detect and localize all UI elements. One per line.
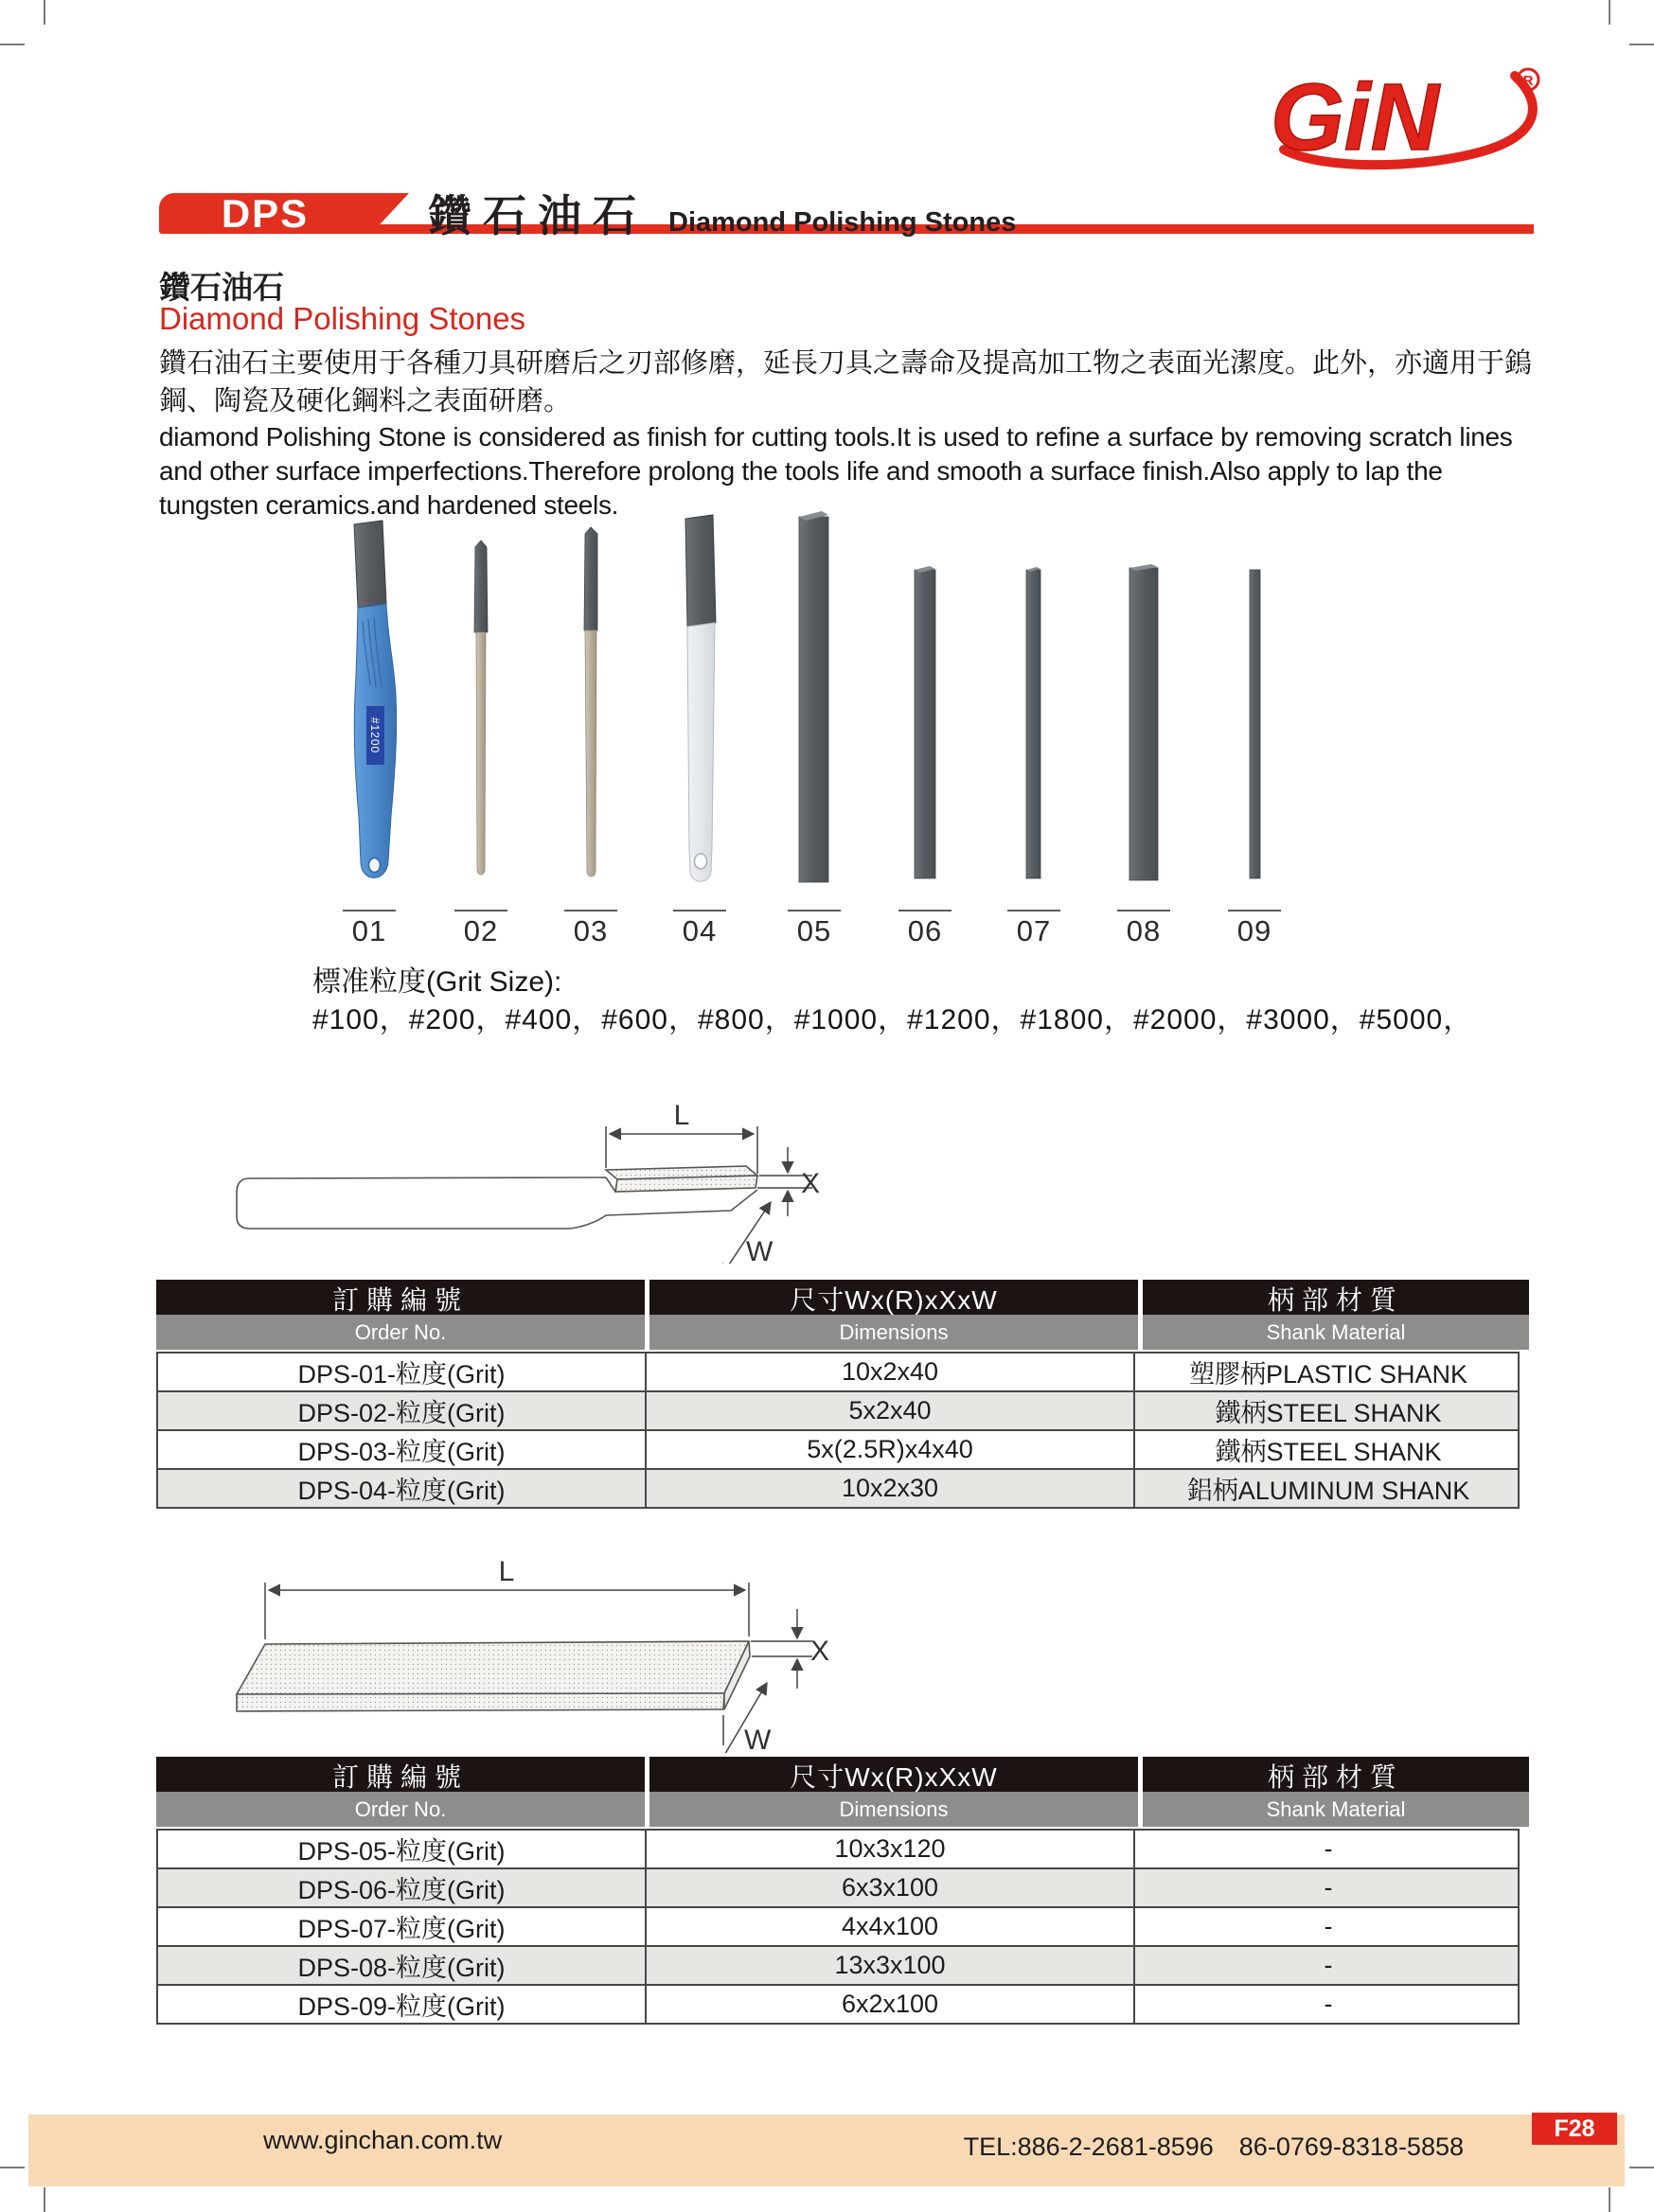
description-en: diamond Polishing Stone is considered as finish for cutting tools.It is used to refine a surface by removing scratch lines and other surface imperfections.Therefore prolong the tools life and smooth a surface finish.Also apply to lap the tungsten ceramics.and hardened steels. xyxy=(159,422,1513,520)
product-08-stone-bar xyxy=(1129,564,1158,880)
diagram1-width-label: W xyxy=(746,1236,774,1264)
table1-header-en xyxy=(156,1315,1520,1350)
intro-title-en: Diamond Polishing Stones xyxy=(159,301,526,336)
product-02-steel-shank-stone xyxy=(474,540,488,875)
table2-header-zh xyxy=(156,1757,1520,1792)
dimensions: 5x(2.5R)x4x40 xyxy=(647,1431,1135,1468)
dimensions: 6x2x100 xyxy=(647,1986,1135,2023)
shank-material: - xyxy=(1324,1834,1333,1863)
product-05-stone-bar xyxy=(799,511,828,882)
footer-website: www.ginchan.com.tw xyxy=(263,2126,503,2154)
grit-size-values: #100，#200，#400，#600，#800，#1000，#1200，#1800，#2000，#3000，#5000， xyxy=(312,1004,1473,1035)
table2-header-dim-en: Dimensions xyxy=(649,1792,1138,1827)
product-label-07: 07 xyxy=(1016,914,1052,947)
diagram2-length-label: L xyxy=(498,1556,515,1587)
diagram2-thickness-label: X xyxy=(810,1636,830,1667)
shank-material: - xyxy=(1324,1990,1333,2018)
table-row xyxy=(158,1908,1518,1947)
table-row xyxy=(158,1831,1518,1869)
dimensions: 5x2x40 xyxy=(647,1392,1135,1429)
table-row xyxy=(158,1392,1518,1431)
order-table-handle-stones xyxy=(156,1280,1520,1509)
crop-mark-bottom-left-h xyxy=(0,2167,25,2168)
header-title-zh: 鑽石油石 xyxy=(428,191,648,240)
dps-tab-slope xyxy=(371,193,409,234)
table1-header-zh xyxy=(156,1280,1520,1315)
order-no: DPS-09-粒度(Grit) xyxy=(158,1986,647,2023)
dimension-diagram-flat-stone xyxy=(218,1554,880,1753)
table1-header-dim-en: Dimensions xyxy=(649,1315,1138,1350)
shank-material: 鐵柄STEEL SHANK xyxy=(1215,1399,1442,1427)
dimension-diagram-handle-stone xyxy=(227,1098,890,1264)
table2-header-order-en: Order No. xyxy=(156,1792,645,1827)
header-titles xyxy=(428,182,1016,244)
product-label-02: 02 xyxy=(463,914,499,947)
dimensions: 13x3x100 xyxy=(647,1947,1135,1984)
table2-header-shank-en: Shank Material xyxy=(1143,1792,1529,1827)
crop-mark-bottom-right-v xyxy=(1609,2187,1610,2212)
dimensions: 10x2x40 xyxy=(647,1354,1135,1390)
product-label-01: 01 xyxy=(351,914,387,947)
dps-tab-label: DPS xyxy=(221,190,310,236)
footer-phone: TEL:886-2-2681-8596 86-0769-8318-5858 xyxy=(963,2132,1464,2161)
shank-material: 鋁柄ALUMINUM SHANK xyxy=(1186,1477,1470,1505)
table2-header-en xyxy=(156,1792,1520,1827)
product-09-stone-bar xyxy=(1250,570,1260,878)
table2-body xyxy=(156,1829,1520,2025)
crop-mark-bottom-right-h xyxy=(1629,2167,1654,2168)
order-no: DPS-01-粒度(Grit) xyxy=(158,1354,647,1390)
product-label-03: 03 xyxy=(573,914,609,947)
product-label-09: 09 xyxy=(1236,914,1272,947)
order-no: DPS-03-粒度(Grit) xyxy=(158,1431,647,1468)
table-row xyxy=(158,1869,1518,1908)
table1-header-dim-zh: 尺寸Wx(R)xXxW xyxy=(649,1280,1138,1318)
table1-header-shank-en: Shank Material xyxy=(1143,1315,1529,1350)
table-row xyxy=(158,1354,1518,1392)
diagram1-length-label: L xyxy=(673,1100,690,1131)
dimensions: 4x4x100 xyxy=(647,1908,1135,1945)
grit-size-label: 標准粒度(Grit Size): xyxy=(312,966,562,998)
product-lineup-figure xyxy=(312,509,1316,947)
table1-header-order-zh: 訂購編號 xyxy=(156,1280,645,1318)
shank-material: - xyxy=(1324,1873,1333,1902)
crop-mark-top-right-v xyxy=(1609,0,1610,25)
dps-tab xyxy=(159,190,371,236)
shank-material: - xyxy=(1324,1951,1333,1979)
product-label-04: 04 xyxy=(682,914,718,947)
order-no: DPS-06-粒度(Grit) xyxy=(158,1869,647,1906)
table2-header-order-zh: 訂購編號 xyxy=(156,1757,645,1795)
diagram2-width-label: W xyxy=(744,1725,772,1753)
table1-header-order-en: Order No. xyxy=(156,1315,645,1350)
table2-header-shank-zh: 柄部材質 xyxy=(1143,1757,1529,1795)
page-number-badge: F28 xyxy=(1532,2113,1617,2145)
shank-material: 塑膠柄PLASTIC SHANK xyxy=(1188,1360,1468,1389)
table-row xyxy=(158,1431,1518,1470)
gin-logo xyxy=(1259,55,1553,183)
product-label-05: 05 xyxy=(796,914,832,947)
intro-title-zh: 鑽石油石 xyxy=(159,270,284,305)
product-07-stone-bar xyxy=(1026,567,1040,878)
order-no: DPS-04-粒度(Grit) xyxy=(158,1470,647,1507)
shank-material: - xyxy=(1324,1912,1333,1940)
dimensions: 10x3x120 xyxy=(647,1831,1135,1867)
shank-material: 鐵柄STEEL SHANK xyxy=(1215,1438,1442,1466)
order-no: DPS-02-粒度(Grit) xyxy=(158,1392,647,1429)
table1-header-shank-zh: 柄部材質 xyxy=(1143,1280,1529,1318)
table-row xyxy=(158,1470,1518,1507)
header-title-en: Diamond Polishing Stones xyxy=(668,207,1017,238)
order-no: DPS-07-粒度(Grit) xyxy=(158,1908,647,1945)
product-06-stone-bar xyxy=(915,566,935,878)
product-03-steel-shank-stone xyxy=(584,527,597,876)
footer xyxy=(28,2115,1625,2186)
table2-header-dim-zh: 尺寸Wx(R)xXxW xyxy=(649,1757,1138,1795)
crop-mark-top-right-h xyxy=(1629,44,1654,45)
table-row xyxy=(158,1947,1518,1986)
crop-mark-top-left-h xyxy=(0,44,25,45)
table1-body xyxy=(156,1352,1520,1509)
logo-text: GiN xyxy=(1271,64,1439,170)
dimensions: 10x2x30 xyxy=(647,1470,1135,1507)
product-label-08: 08 xyxy=(1126,914,1162,947)
dimensions: 6x3x100 xyxy=(647,1869,1135,1906)
product-04-aluminum-handle-stone xyxy=(685,515,716,881)
product-01-plastic-handle-stone xyxy=(354,521,397,877)
crop-mark-bottom-left-v xyxy=(44,2187,45,2212)
description-zh: 鑽石油石主要使用于各種刀具研磨后之刃部修磨，延長刀具之壽命及提高加工物之表面光潔度。此外，亦適用于鎢鋼、陶瓷及硬化鋼料之表面研磨。 xyxy=(159,348,1533,416)
diagram1-thickness-label: X xyxy=(801,1168,821,1199)
crop-mark-top-left-v xyxy=(44,0,45,25)
product-01-grit-tag: #1200 xyxy=(368,717,382,754)
logo-reg-mark: R xyxy=(1522,73,1534,89)
order-no: DPS-05-粒度(Grit) xyxy=(158,1831,647,1867)
product-label-06: 06 xyxy=(907,914,943,947)
order-no: DPS-08-粒度(Grit) xyxy=(158,1947,647,1984)
order-table-flat-stones xyxy=(156,1757,1520,2025)
table-row xyxy=(158,1986,1518,2023)
